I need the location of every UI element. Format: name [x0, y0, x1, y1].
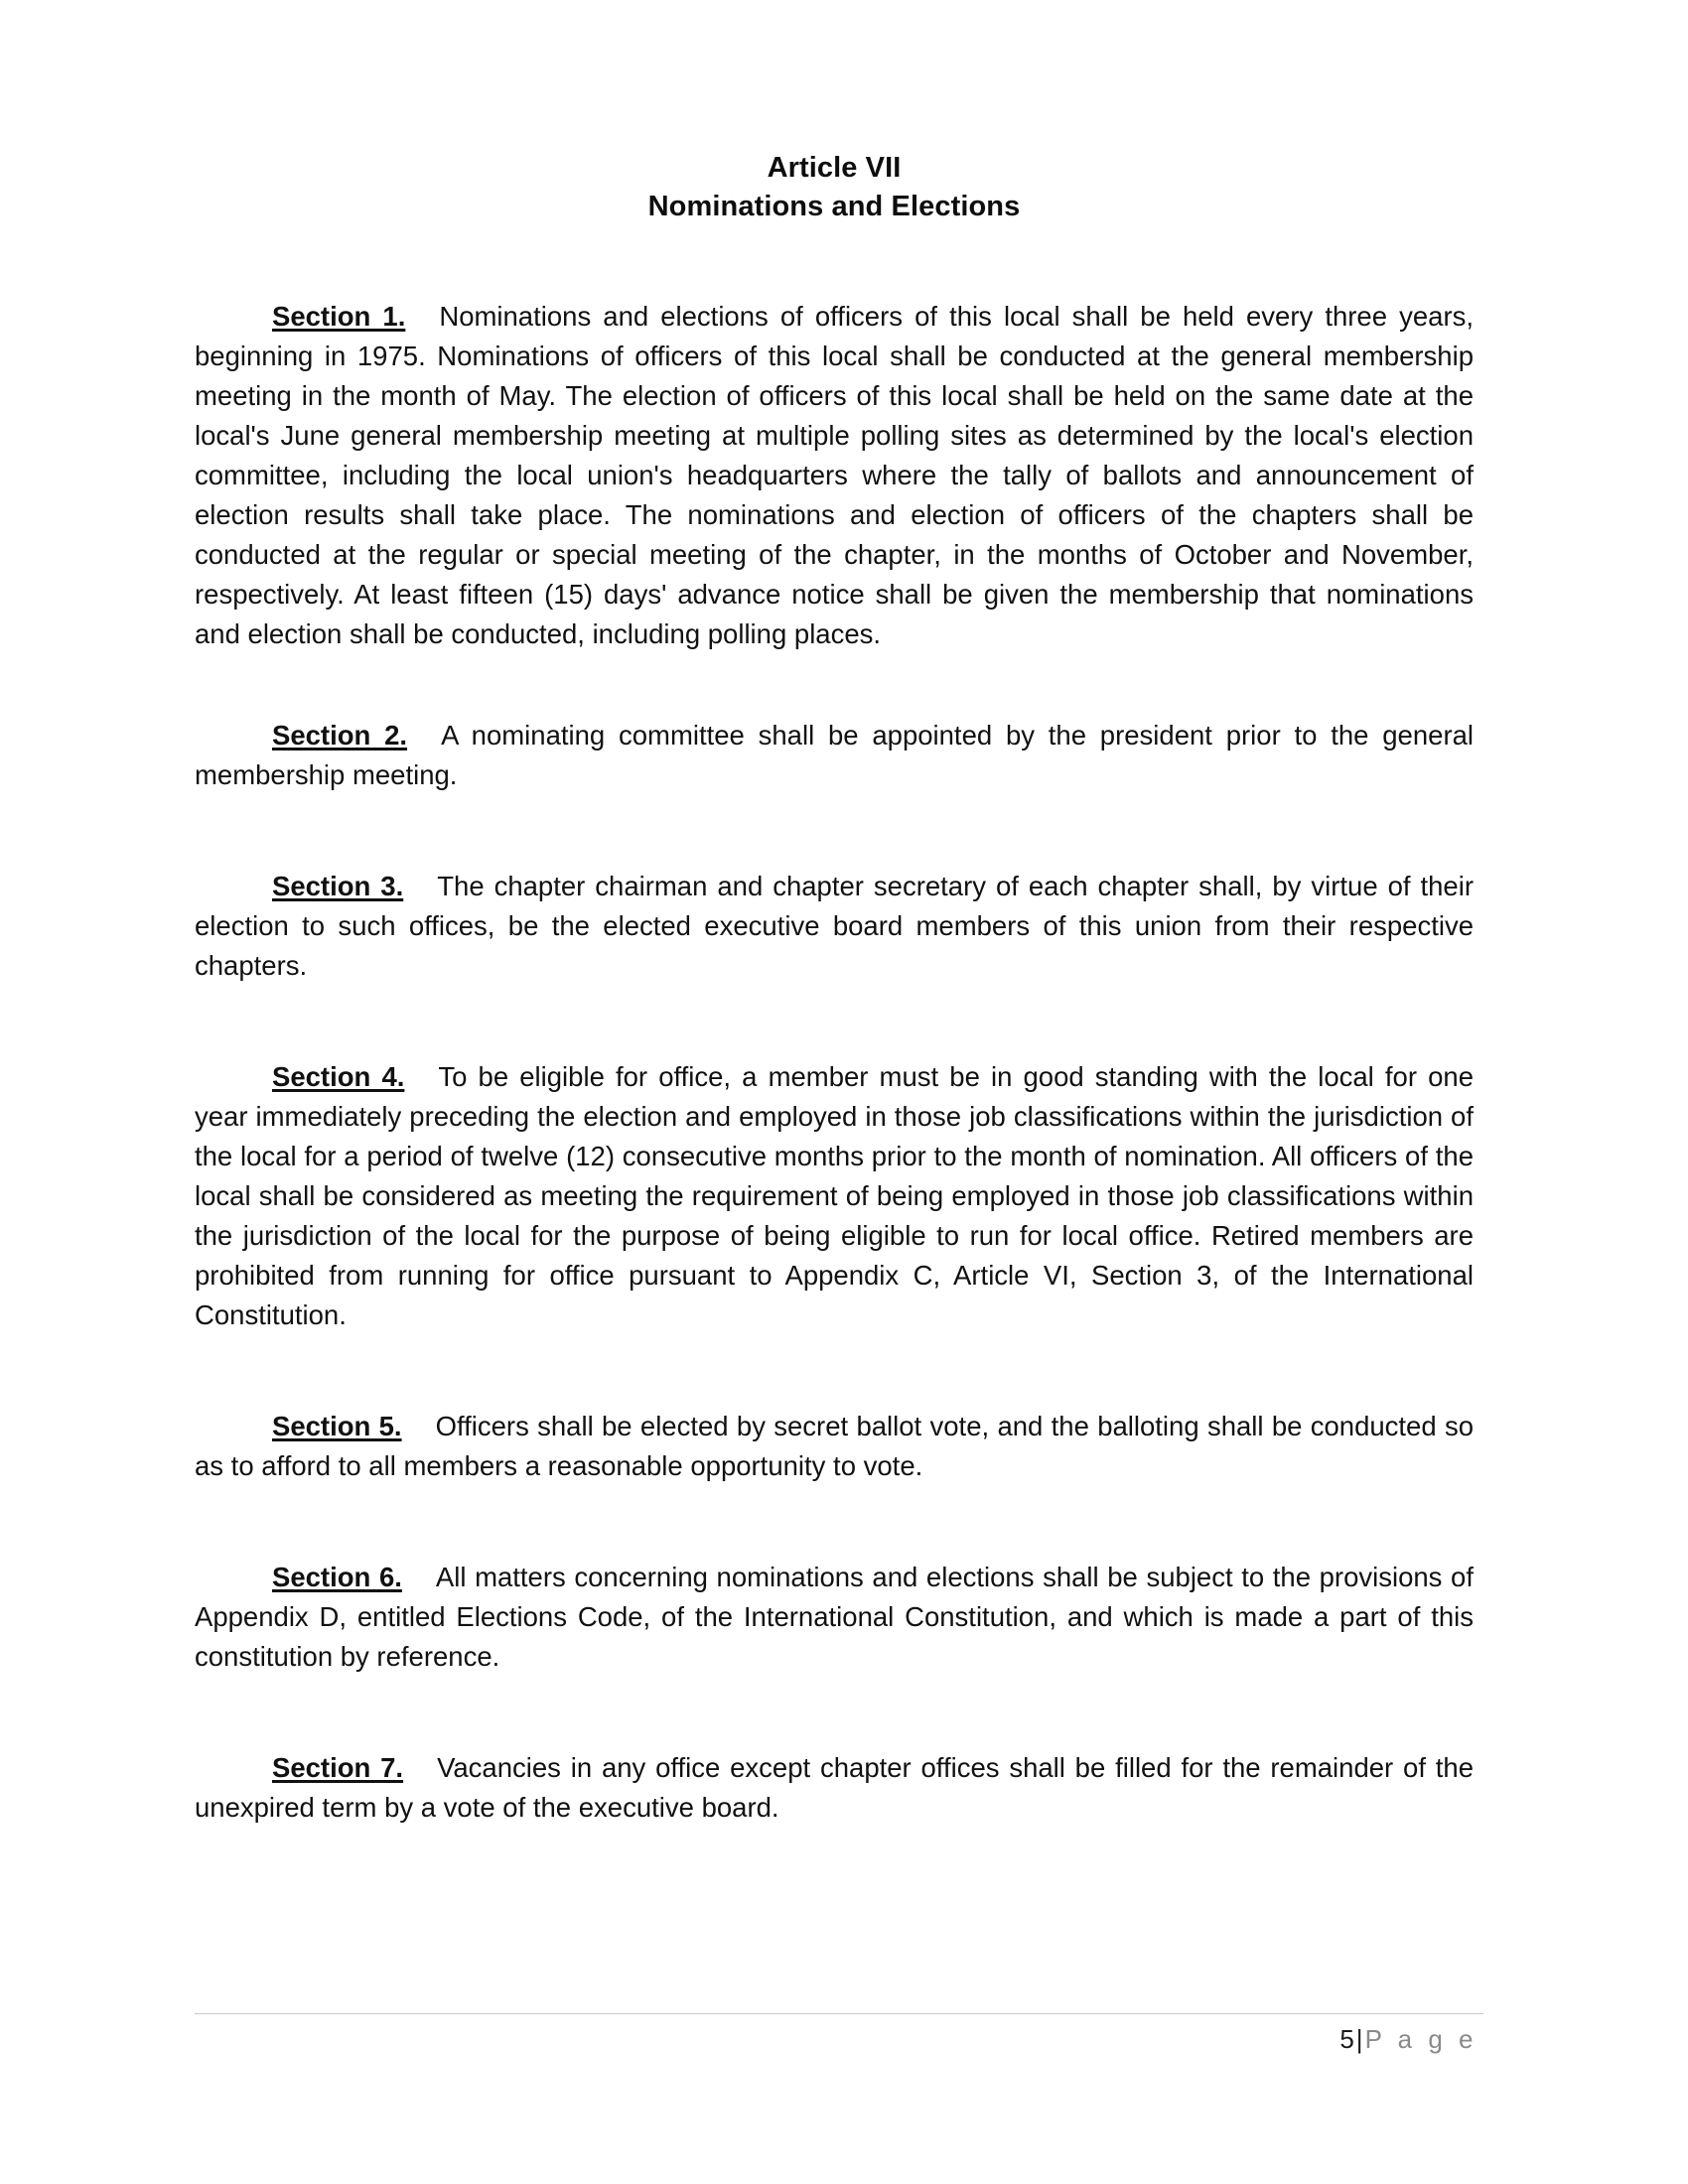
section-3-text: The chapter chairman and chapter secretary of each chapter shall, by virtue of their election to such offices, be the elected executive board members of this union from their respective chapters.	[195, 871, 1474, 982]
section-6-label: Section 6.	[272, 1562, 402, 1593]
section-6	[195, 1558, 1474, 1677]
section-5-paragraph	[195, 1407, 1474, 1486]
section-7	[195, 1748, 1474, 1828]
section-gap-4-5	[195, 1335, 1474, 1407]
section-2-text: A nominating committee shall be appointed by the president prior to the general membership meeting.	[195, 720, 1475, 791]
document-body	[195, 149, 1474, 1828]
section-1-label: Section 1.	[272, 301, 406, 333]
page-footer	[195, 2013, 1483, 2055]
section-gap-3-4	[195, 986, 1474, 1057]
section-gap-6-7	[195, 1677, 1474, 1748]
section-5	[195, 1407, 1474, 1486]
heading-spacer	[195, 225, 1474, 297]
section-3-label: Section 3.	[272, 871, 404, 902]
section-2-label: Section 2.	[272, 720, 408, 751]
section-gap-2-3	[195, 795, 1474, 867]
section-1	[195, 297, 1474, 654]
section-4	[195, 1057, 1474, 1335]
section-7-text: Vacancies in any office except chapter offices shall be filled for the remainder of the unexpired term by a vote of the executive board.	[195, 1752, 1474, 1824]
section-2-paragraph	[195, 716, 1474, 795]
footer-divider	[195, 2013, 1483, 2014]
section-1-paragraph	[195, 297, 1474, 654]
footer-page-label: P a g e	[1364, 2024, 1477, 2054]
section-gap-1-2	[195, 654, 1474, 716]
footer-page-number: 5	[1339, 2024, 1354, 2054]
section-3-paragraph	[195, 867, 1474, 986]
section-4-text: To be eligible for office, a member must be in good standing with the local for one year immediately preceding the election and employed in those job classifications within the jurisdiction of the local for a period of twelve (12) consecutive months prior to the month of nomination. All officers of the local shall be considered as meeting the requirement of being employed in those job classifications within the jurisdiction of the local for the purpose of being eligible to run for local office. Retired members are prohibited from running for office pursuant to Appendix C, Article VI, Section 3, of the International Constitution.	[195, 1061, 1474, 1331]
section-4-label: Section 4.	[272, 1061, 405, 1093]
section-4-paragraph	[195, 1057, 1474, 1335]
article-subtitle-line: Nominations and Elections	[647, 190, 1021, 222]
section-6-text: All matters concerning nominations and elections shall be subject to the provisions of Appendix D, entitled Elections Code, of the International Constitution, and which is made a part of this constitution by reference.	[195, 1562, 1474, 1673]
footer-content	[195, 2024, 1483, 2055]
section-5-label: Section 5.	[272, 1411, 402, 1442]
section-2	[195, 716, 1474, 795]
section-3	[195, 867, 1474, 986]
section-7-paragraph	[195, 1748, 1474, 1828]
section-1-text: Nominations and elections of officers of this local shall be held every three years, beginning in 1975. Nominations of officers of this local shall be conducted at the general membership meeting in the month of May. The election of officers of this local shall be held on the same date at the local's June general membership meeting at multiple polling sites as determined by the local's election committee, including the local union's headquarters where the tally of ballots and announcement of election results shall take place. The nominations and election of officers of the chapters shall be conducted at the regular or special meeting of the chapter, in the months of October and November, respectively. At least fifteen (15) days' advance notice shall be given the membership that nominations and election shall be conducted, including polling places.	[195, 301, 1474, 650]
article-title-line: Article VII	[767, 152, 902, 184]
section-6-paragraph	[195, 1558, 1474, 1677]
section-5-text: Officers shall be elected by secret ballot vote, and the balloting shall be conducted so as to afford to all members a reasonable opportunity to vote.	[195, 1411, 1474, 1482]
section-gap-5-6	[195, 1486, 1474, 1558]
page-title	[195, 149, 1474, 225]
footer-separator: |	[1355, 2024, 1363, 2054]
section-7-label: Section 7.	[272, 1752, 404, 1784]
